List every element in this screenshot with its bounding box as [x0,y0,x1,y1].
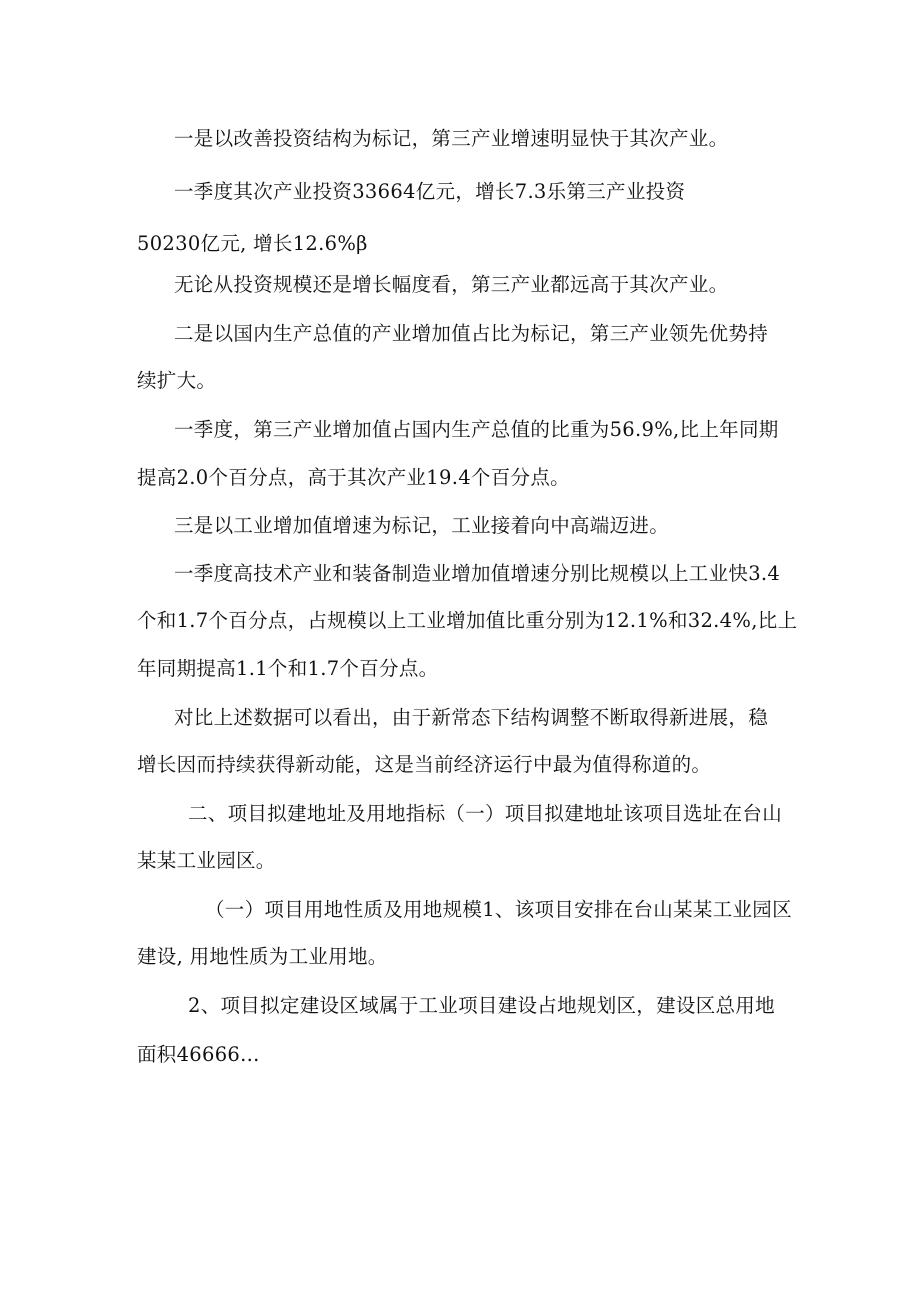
paragraph-line: 二、项目拟建地址及用地指标（一）项目拟建地址该项目选址在台山 [188,802,783,825]
paragraph-line: 50230亿元, 增长12.6%β [137,232,368,255]
paragraph-line: 对比上述数据可以看出，由于新常态下结构调整不断取得新进展，稳 [174,706,769,729]
paragraph-line: 一季度其次产业投资33664亿元，增长7.3乐第三产业投资 [174,180,686,203]
paragraph-line: 面积46666... [137,1043,260,1066]
paragraph-line: 二是以国内生产总值的产业增加值占比为标记，第三产业领先优势持 [174,322,769,345]
paragraph-line: （一）项目用地性质及用地规模1、该项目安排在台山某某工业园区 [205,898,792,921]
paragraph-line: 一季度，第三产业增加值占国内生产总值的比重为56.9%,比上年同期 [174,418,779,441]
paragraph-line: 增长因而持续获得新动能，这是当前经济运行中最为值得称道的。 [137,753,712,776]
paragraph-line: 某某工业园区。 [137,849,276,872]
paragraph-line: 一季度高技术产业和装备制造业增加值增速分别比规模以上工业快3.4 [174,562,781,585]
paragraph-line: 一是以改善投资结构为标记，第三产业增速明显快于其次产业。 [174,127,729,150]
paragraph-line: 提高2.0个百分点，高于其次产业19.4个百分点。 [137,466,570,489]
paragraph-line: 三是以工业增加值增速为标记，工业接着向中高端迈进。 [174,514,670,537]
paragraph-line: 无论从投资规模还是增长幅度看，第三产业都远高于其次产业。 [174,273,729,296]
paragraph-line: 建设, 用地性质为工业用地。 [137,945,388,968]
paragraph-line: 年同期提高1.1个和1.7个百分点。 [137,657,439,680]
paragraph-line: 续扩大。 [137,369,217,392]
paragraph-line: 个和1.7个百分点，占规模以上工业增加值比重分别为12.1%和32.4%,比上 [137,609,798,632]
paragraph-line: 2、项目拟定建设区域属于工业项目建设占地规划区，建设区总用地 [188,994,775,1017]
